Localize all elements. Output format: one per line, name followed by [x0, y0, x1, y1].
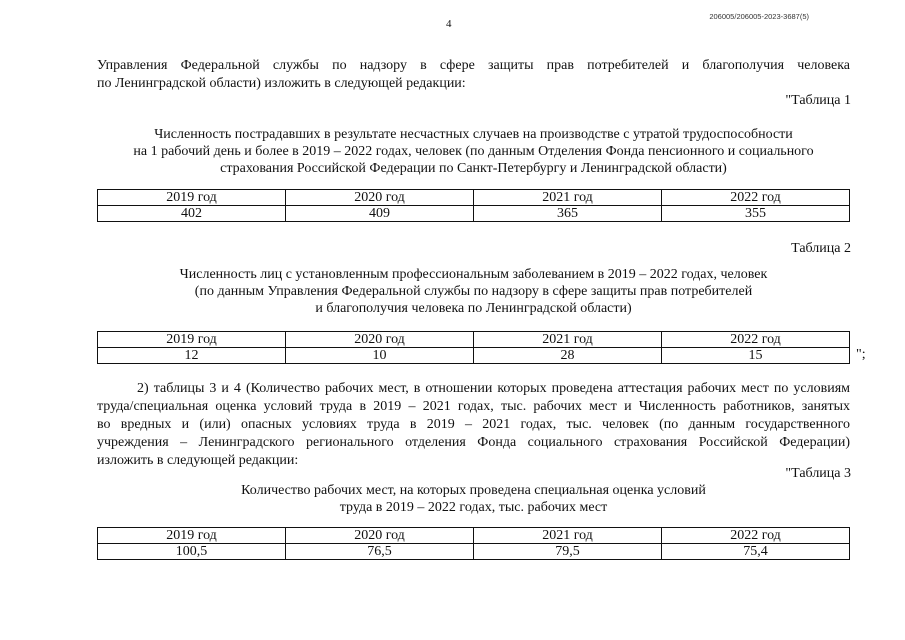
paragraph-2 — [97, 380, 850, 470]
title-line: Численность пострадавших в результате несчастных случаев на производстве с утратой трудоспособности — [154, 127, 793, 142]
table1-title — [97, 126, 850, 177]
table2-label: Таблица 2 — [791, 241, 851, 256]
table-cell: 100,5 — [98, 544, 286, 560]
table1 — [97, 189, 850, 222]
table-cell: 409 — [286, 206, 474, 222]
intro-line: Управления Федеральной службы по надзору в сфере защиты прав потребителей и благополучия человека — [97, 58, 850, 73]
page-number: 4 — [446, 18, 452, 30]
title-line: и благополучия человека по Ленинградской области) — [315, 301, 632, 316]
table-cell: 76,5 — [286, 544, 474, 560]
title-line: на 1 рабочий день и более в 2019 – 2022 годах, человек (по данным Отделения Фонда пенсионного и социального — [133, 144, 814, 159]
table-header-cell: 2019 год — [98, 528, 286, 544]
table-header-cell: 2021 год — [474, 332, 662, 348]
table-row — [98, 348, 850, 364]
paragraph-line: учреждения – Ленинградского регионального отделения Фонда социального страхования Российской Федерации) — [97, 435, 850, 450]
table-header-cell: 2020 год — [286, 332, 474, 348]
table-header-cell: 2022 год — [662, 528, 850, 544]
table-header-cell: 2019 год — [98, 332, 286, 348]
table-header-cell: 2019 год — [98, 190, 286, 206]
table-cell: 75,4 — [662, 544, 850, 560]
table-cell: 365 — [474, 206, 662, 222]
table-header-cell: 2022 год — [662, 190, 850, 206]
intro-line: по Ленинградской области) изложить в следующей редакции: — [97, 76, 466, 91]
table-header-row — [98, 190, 850, 206]
title-line: страхования Российской Федерации по Санкт-Петербургу и Ленинградской области) — [220, 161, 727, 176]
table3-title — [97, 482, 850, 516]
table2-title — [97, 266, 850, 317]
table-cell: 79,5 — [474, 544, 662, 560]
table-header-cell: 2020 год — [286, 528, 474, 544]
table-cell: 28 — [474, 348, 662, 364]
table1-label: "Таблица 1 — [785, 93, 851, 108]
table3 — [97, 527, 850, 560]
document-id: 206005/206005-2023-3687(5) — [709, 12, 809, 21]
table-header-row — [98, 528, 850, 544]
table-cell: 12 — [98, 348, 286, 364]
table-header-cell: 2021 год — [474, 528, 662, 544]
table-row — [98, 544, 850, 560]
table-cell: 355 — [662, 206, 850, 222]
table-cell: 10 — [286, 348, 474, 364]
table2 — [97, 331, 850, 364]
paragraph-line: труда/специальная оценка условий труда в 2019 – 2021 годах, тыс. рабочих мест и Численность работников, занятых — [97, 399, 850, 414]
title-line: труда в 2019 – 2022 годах, тыс. рабочих мест — [339, 500, 608, 515]
table-cell: 15 — [662, 348, 850, 364]
table-cell: 402 — [98, 206, 286, 222]
table-header-cell: 2021 год — [474, 190, 662, 206]
title-line: Количество рабочих мест, на которых проведена специальная оценка условий — [241, 483, 706, 498]
table3-label: "Таблица 3 — [785, 466, 851, 481]
intro-paragraph — [97, 57, 850, 93]
title-line: Численность лиц с установленным профессиональным заболеванием в 2019 – 2022 годах, человек — [179, 267, 768, 282]
closing-quote: "; — [856, 347, 866, 362]
table-header-cell: 2022 год — [662, 332, 850, 348]
title-line: (по данным Управления Федеральной службы по надзору в сфере защиты прав потребителей — [194, 284, 753, 299]
table-header-cell: 2020 год — [286, 190, 474, 206]
table-row — [98, 206, 850, 222]
table-header-row — [98, 332, 850, 348]
paragraph-line: 2) таблицы 3 и 4 (Количество рабочих мест, в отношении которых проведена аттестация рабочих мест по условиям — [137, 381, 850, 396]
paragraph-line: изложить в следующей редакции: — [97, 453, 299, 468]
paragraph-line: во вредных и (или) опасных условиях труда в 2019 – 2021 годах, тыс. человек (по данным государственного — [97, 417, 850, 432]
